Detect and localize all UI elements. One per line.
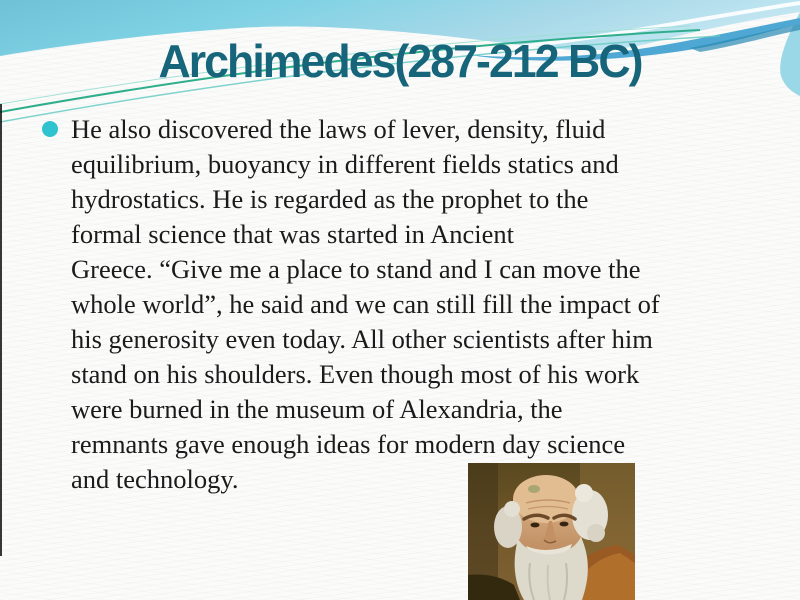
text-line: remnants gave enough ideas for modern day science	[71, 429, 626, 459]
text-line: were burned in the museum of Alexandria, the	[71, 394, 563, 424]
text-line: stand on his shoulders. Even though most of his work	[71, 359, 640, 389]
text-line: his generosity even today. All other scientists after him	[71, 324, 653, 354]
text-line: and technology.	[71, 464, 239, 494]
archimedes-portrait-image	[468, 463, 635, 600]
slide-title: Archimedes(287-212 BC)	[158, 35, 642, 87]
left-edge-shadow	[0, 104, 2, 556]
text-line: Greece. “Give me a place to stand and I can move the	[71, 254, 641, 284]
text-line: hydrostatics. He is regarded as the prophet to the	[71, 184, 589, 214]
bullet-icon	[42, 121, 58, 137]
bullet-text	[71, 112, 772, 497]
text-line: equilibrium, buoyancy in different fields statics and	[71, 149, 619, 179]
text-line: He also discovered the laws of lever, density, fluid	[71, 114, 606, 144]
bullet-list	[42, 112, 772, 497]
text-line: formal science that was started in Ancient	[71, 219, 514, 249]
text-line: whole world”, he said and we can still fill the impact of	[71, 289, 660, 319]
